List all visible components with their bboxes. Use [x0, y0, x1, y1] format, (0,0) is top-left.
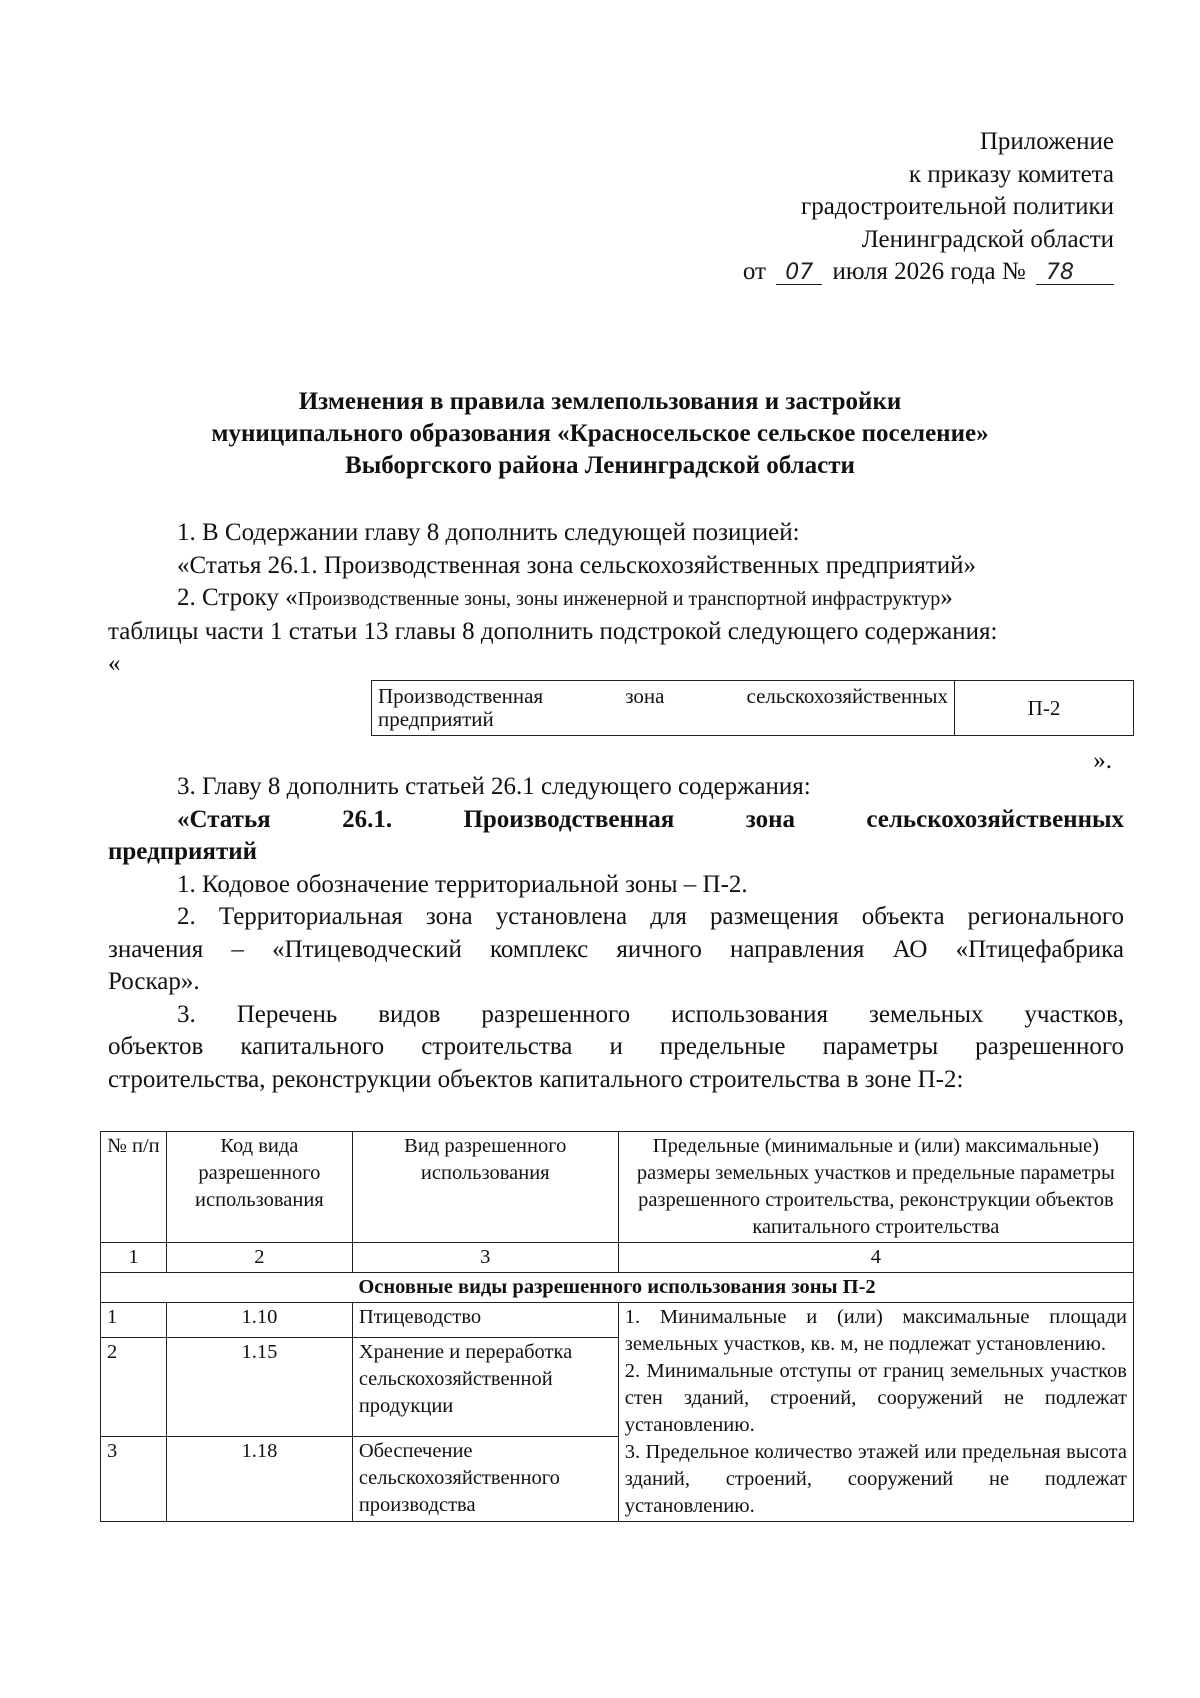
row-number: 1: [101, 1303, 167, 1338]
column-number: 4: [618, 1243, 1133, 1273]
paragraph: строительства, реконструкции объектов капитального строительства в зоне П-2:: [108, 1065, 964, 1093]
article-heading: «Статья 26.1. Производственная зона сельскохозяйственных: [177, 805, 1124, 833]
header-cell-use-type: Вид разрешенного использования: [352, 1132, 618, 1243]
paragraph: 2. Территориальная зона установлена для размещения объекта регионального: [177, 903, 1124, 930]
header-line: к приказу комитета: [908, 160, 1114, 188]
use-code: 1.18: [166, 1437, 352, 1522]
zone-code-cell: П-2: [955, 681, 1134, 736]
zone-name-line: Производственная зона сельскохозяйственных: [378, 684, 948, 708]
appendix-header: [743, 126, 1114, 289]
use-name: Птицеводство: [352, 1303, 618, 1338]
date-rest: июля 2026 года №: [832, 258, 1026, 285]
title-line: Изменения в правила землепользования и застройки: [298, 388, 902, 415]
body-section-2: [108, 771, 1124, 1096]
order-date-line: [743, 256, 1114, 289]
article-heading: предприятий: [108, 838, 258, 865]
open-quote: «: [108, 650, 121, 677]
handwritten-order-number: 78: [1036, 262, 1114, 285]
header-cell-code: Код вида разрешенного использования: [166, 1132, 352, 1243]
use-name: Обеспечение сельскохозяйственного производства: [352, 1437, 618, 1522]
table-row: [372, 681, 1134, 736]
use-name: Хранение и переработка сельскохозяйственной продукции: [352, 1338, 618, 1437]
parameters-cell: [618, 1303, 1133, 1522]
paragraph-text: »: [940, 584, 953, 611]
paragraph-small-text: Производственные зоны, зоны инженерной и транспортной инфраструктур: [297, 588, 941, 610]
paragraph: значения – «Птицеводческий комплекс яичного направления АО «Птицефабрика: [108, 935, 1124, 963]
paragraph: 1. В Содержании главу 8 дополнить следующей позицией:: [177, 519, 800, 546]
table-header-row: [101, 1132, 1134, 1243]
use-code: 1.10: [166, 1303, 352, 1338]
paragraph: 3. Главу 8 дополнить статьей 26.1 следующего содержания:: [177, 773, 811, 800]
section-heading: Основные виды разрешенного использования зоны П-2: [101, 1273, 1134, 1303]
zone-table: [371, 680, 1134, 736]
table-row: [101, 1303, 1134, 1338]
column-number-row: [101, 1243, 1134, 1273]
column-number: 2: [166, 1243, 352, 1273]
column-number: 1: [101, 1243, 167, 1273]
header-line: Приложение: [979, 128, 1114, 155]
title-line: муниципального образования «Красносельское сельское поселение»: [211, 420, 989, 447]
header-cell-number: № п/п: [101, 1132, 167, 1243]
paragraph: 1. Кодовое обозначение территориальной зоны – П-2.: [177, 870, 748, 898]
use-code: 1.15: [166, 1338, 352, 1437]
parameter-item: 1. Минимальные и (или) максимальные площади земельных участков, кв. м, не подлежат установлению.: [624, 1306, 1127, 1355]
body-section-1: [108, 517, 1124, 681]
paragraph-text: 2. Строку «: [177, 584, 298, 611]
row-number: 3: [101, 1437, 167, 1522]
zone-name-line: предприятий: [378, 707, 494, 731]
parameter-item: 3. Предельное количество этажей или предельная высота зданий, строений, сооружений не подлежат установлению.: [624, 1441, 1127, 1517]
paragraph: объектов капитального строительства и предельные параметры разрешенного: [108, 1033, 1124, 1060]
paragraph: таблицы части 1 статьи 13 главы 8 дополнить подстрокой следующего содержания:: [108, 617, 998, 645]
handwritten-day: 07: [776, 262, 822, 285]
close-quote: ».: [1093, 747, 1112, 774]
zone-name-cell: [372, 681, 955, 736]
column-number: 3: [352, 1243, 618, 1273]
header-line: градостроительной политики: [800, 193, 1114, 220]
header-line: Ленинградской области: [861, 225, 1114, 253]
parameter-item: 2. Минимальные отступы от границ земельных участков стен зданий, строений, сооружений не подлежат установлению.: [624, 1360, 1127, 1436]
paragraph: 3. Перечень видов разрешенного использования земельных участков,: [177, 1000, 1124, 1028]
paragraph: «Статья 26.1. Производственная зона сельскохозяйственных предприятий»: [177, 551, 977, 579]
title-line: Выборгского района Ленинградской области: [345, 452, 855, 479]
header-cell-parameters: Предельные (минимальные и (или) максимальные) размеры земельных участков и предельные параметры разрешенного строительства, реконструкции объектов капитального строительства: [618, 1132, 1133, 1243]
paragraph: Роскар».: [108, 968, 200, 995]
section-row: [101, 1273, 1134, 1303]
paragraph: [108, 582, 1124, 616]
date-prefix: от: [742, 258, 766, 285]
document-title: [100, 386, 1100, 482]
row-number: 2: [101, 1338, 167, 1437]
permitted-use-table: [100, 1131, 1134, 1522]
